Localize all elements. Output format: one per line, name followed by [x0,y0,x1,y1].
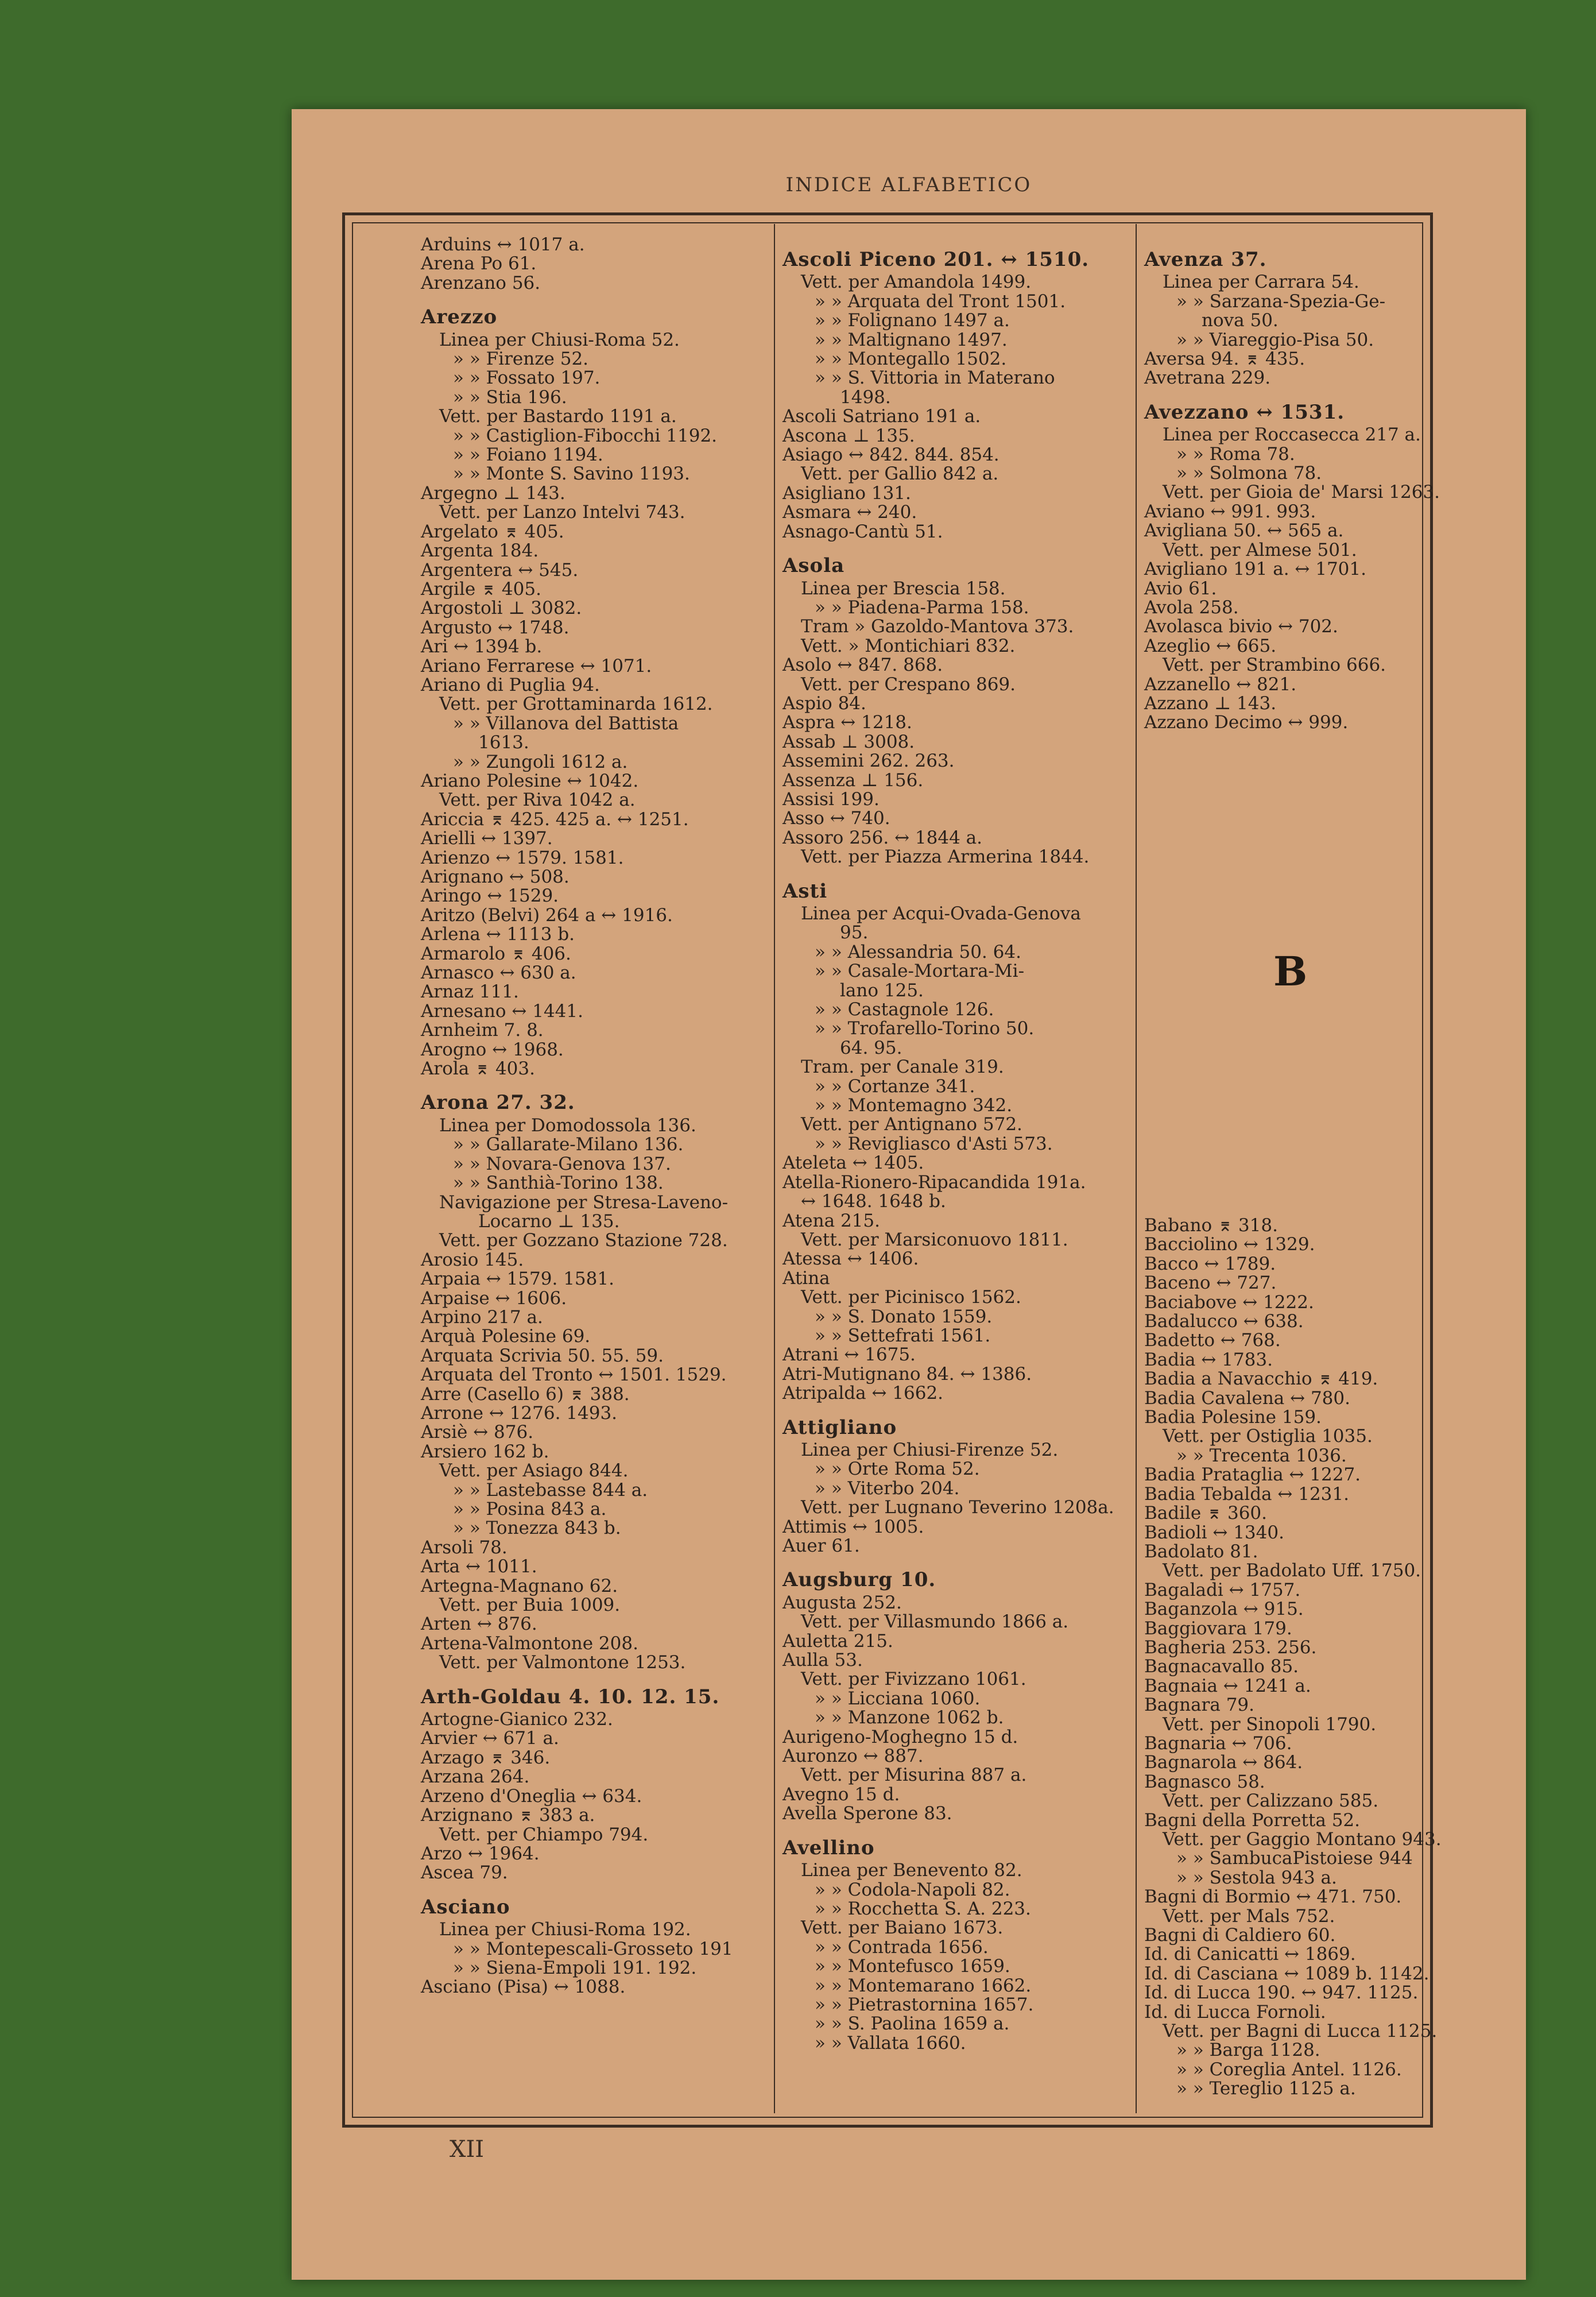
index-entry: » » Castiglion-Fibocchi 1192. [453,425,718,446]
index-entry: Argusto ↔ 1748. [421,617,570,638]
index-entry: Locarno ⊥ 135. [478,1211,620,1232]
index-entry: Linea per Chiusi-Roma 192. [439,1919,691,1940]
index-entry: 1498. [840,386,891,408]
index-entry: Azzanello ↔ 821. [1144,674,1297,695]
index-entry: » » Roma 78. [1176,443,1295,465]
index-entry: Vett. per Picinisco 1562. [801,1287,1021,1308]
index-entry: » » Tonezza 843 b. [453,1518,621,1539]
page-number: XII [450,2136,485,2163]
index-entry: Linea per Benevento 82. [801,1860,1022,1881]
index-entry: » » Revigliasco d'Asti 573. [815,1133,1053,1154]
index-entry: Ascona ⊥ 135. [782,425,915,446]
index-entry: Arielli ↔ 1397. [421,828,553,849]
index-entry: » » Montefusco 1659. [815,1956,1010,1977]
index-entry: » » Siena-Empoli 191. 192. [453,1957,697,1978]
index-entry: Argentera ↔ 545. [421,559,579,581]
index-entry: Badolato 81. [1144,1541,1258,1562]
index-entry: Auletta 215. [782,1630,893,1652]
index-entry: Vett. per Piazza Armerina 1844. [801,846,1090,868]
index-entry: » » Montegallo 1502. [815,349,1007,370]
index-entry: Assisi 199. [782,788,880,810]
index-entry: Vett. per Badolato Uff. 1750. [1163,1560,1421,1581]
index-entry: » » Stia 196. [453,386,567,408]
index-entry: Vett. per Grottaminarda 1612. [439,694,713,715]
index-entry: Badetto ↔ 768. [1144,1330,1281,1351]
index-entry: Argile ⌆ 405. [421,578,541,600]
index-entry: Id. di Lucca Fornoli. [1144,2001,1326,2023]
index-entry: » » Contrada 1656. [815,1936,989,1958]
index-entry: Azzano Decimo ↔ 999. [1144,712,1349,733]
index-entry: Aritzo (Belvi) 264 a ↔ 1916. [421,904,673,926]
index-entry: Atena 215. [782,1210,880,1231]
index-heading: Asola [782,554,845,578]
index-entry: » » Santhià-Torino 138. [453,1173,664,1194]
index-entry: » » Licciana 1060. [815,1688,981,1709]
index-entry: Argenta 184. [421,540,539,562]
index-entry: 1613. [478,732,529,753]
index-entry: Arola ⌆ 403. [421,1058,535,1080]
index-entry: Atrani ↔ 1675. [782,1344,916,1366]
index-entry: Assemini 262. 263. [782,751,955,772]
index-entry: Linea per Carrara 54. [1163,272,1359,293]
index-entry: Asolo ↔ 847. 868. [782,655,943,676]
index-entry: Arzo ↔ 1964. [421,1843,540,1864]
index-entry: Vett. per Lanzo Intelvi 743. [439,502,685,523]
index-entry: Bagheria 253. 256. [1144,1637,1317,1658]
index-entry: Id. di Lucca 190. ↔ 947. 1125. [1144,1982,1419,2004]
index-entry: Arzeno d'Oneglia ↔ 634. [421,1785,642,1807]
index-entry: Vett. per Chiampo 794. [439,1824,649,1845]
index-entry: Arsiè ↔ 876. [421,1422,534,1443]
index-entry: Arzana 264. [421,1766,530,1788]
index-entry: Aviano ↔ 991. 993. [1144,501,1316,522]
index-entry: » » Manzone 1062 b. [815,1707,1004,1728]
index-entry: » » Vallata 1660. [815,2032,966,2054]
index-entry: Arena Po 61. [421,253,537,274]
index-entry: Bagaladi ↔ 1757. [1144,1579,1301,1600]
index-entry: Asmara ↔ 240. [782,502,917,523]
index-entry: Linea per Chiusi-Firenze 52. [801,1439,1059,1460]
index-heading: Arona 27. 32. [421,1091,575,1115]
index-entry: » » Trofarello-Torino 50. [815,1018,1035,1039]
index-entry: » » Villanova del Battista [453,713,679,734]
index-entry: Arnasco ↔ 630 a. [421,962,576,984]
index-heading: Avellino [782,1836,875,1859]
index-entry: Avola 258. [1144,597,1239,618]
index-heading: Asciano [421,1895,510,1919]
index-entry: » » Alessandria 50. 64. [815,941,1021,962]
index-entry: Aulla 53. [782,1650,863,1671]
index-entry: » » S. Paolina 1659 a. [815,2013,1010,2035]
index-entry: » » Montemarano 1662. [815,1975,1032,1996]
index-entry: Assab ⊥ 3008. [782,731,915,752]
index-entry: » » S. Vittoria in Materano [815,368,1055,389]
index-entry: Vett. per Bagni di Lucca 1125. [1163,2021,1438,2042]
index-entry: Badia a Navacchio ⌆ 419. [1144,1368,1378,1390]
index-entry: Bagnasco 58. [1144,1771,1265,1792]
index-heading: Avenza 37. [1144,248,1267,271]
index-entry: Badia Cavalena ↔ 780. [1144,1387,1350,1409]
index-entry: » » Maltignano 1497. [815,329,1008,350]
index-entry: Vett. per Fivizzano 1061. [801,1669,1026,1690]
index-entry: Vett. per Gozzano Stazione 728. [439,1230,728,1251]
index-entry: Arosio 145. [421,1249,524,1270]
index-entry: Bagni di Bormio ↔ 471. 750. [1144,1886,1402,1908]
index-entry: Argegno ⊥ 143. [421,482,565,504]
index-entry: Ascea 79. [421,1862,508,1884]
index-entry: Ariccia ⌆ 425. 425 a. ↔ 1251. [421,809,689,830]
index-heading: Arth-Goldau 4. 10. 12. 15. [421,1685,720,1708]
index-list-a-entries [1144,250,1494,733]
index-entry: Vett. per Antignano 572. [801,1114,1022,1135]
index-entry: Babano ⌆ 318. [1144,1215,1278,1236]
index-entry: Vett. per Mals 752. [1163,1905,1335,1927]
index-entry: Bacco ↔ 1789. [1144,1253,1276,1274]
index-entry: » » Barga 1128. [1176,2040,1320,2061]
index-entry: Augusta 252. [782,1592,902,1613]
index-entry: Arignano ↔ 508. [421,867,570,887]
index-entry: Arnesano ↔ 1441. [421,1000,583,1022]
index-entry: Baceno ↔ 727. [1144,1273,1277,1294]
index-entry: Arzago ⌆ 346. [421,1747,551,1768]
index-entry: » » Solmona 78. [1176,463,1322,484]
index-entry: » » Zungoli 1612 a. [453,751,628,772]
index-entry: Avigliano 191 a. ↔ 1701. [1144,559,1366,580]
index-entry: Arrone ↔ 1276. 1493. [421,1402,618,1424]
index-entry: » » Pietrastornina 1657. [815,1994,1034,2015]
index-heading: Arezzo [421,306,498,329]
index-entry: Assoro 256. ↔ 1844 a. [782,827,982,848]
index-entry: Attimis ↔ 1005. [782,1516,924,1537]
index-entry: » » Montemagno 342. [815,1095,1013,1116]
index-entry: Atella-Rionero-Ripacandida 191a. [782,1171,1086,1193]
index-entry: Bagnarola ↔ 864. [1144,1752,1303,1773]
index-entry: » » Settefrati 1561. [815,1325,991,1346]
index-entry: Azzano ⊥ 143. [1144,693,1277,714]
index-entry: Badile ⌆ 360. [1144,1503,1267,1524]
index-entry: Avetrana 229. [1144,368,1271,389]
index-entry: Arpino 217 a. [421,1306,543,1328]
index-entry: Atina [782,1267,830,1289]
index-entry: Asnago-Cantù 51. [782,521,943,542]
index-entry: Linea per Acqui-Ovada-Genova [801,903,1081,924]
index-entry: Arquata Scrivia 50. 55. 59. [421,1345,664,1366]
index-entry: Vett. per Asiago 844. [439,1460,629,1482]
index-entry: Badia Polesine 159. [1144,1407,1322,1428]
index-entry: Vett. per Villasmundo 1866 a. [801,1611,1069,1633]
index-column-1 [421,235,771,1997]
index-entry: Navigazione per Stresa-Laveno- [439,1192,729,1213]
index-entry: Ari ↔ 1394 b. [421,636,543,658]
index-entry: Linea per Domodossola 136. [439,1115,696,1136]
index-entry: Armarolo ⌆ 406. [421,943,571,964]
index-entry: » » Coreglia Antel. 1126. [1176,2059,1402,2080]
index-entry: Arta ↔ 1011. [421,1556,537,1577]
index-entry: Badioli ↔ 1340. [1144,1522,1284,1543]
index-heading: Attigliano [782,1416,897,1439]
index-entry: Id. di Casciana ↔ 1089 b. 1142. [1144,1963,1430,1984]
index-entry: Arquata del Tronto ↔ 1501. 1529. [421,1364,727,1386]
index-heading: Ascoli Piceno 201. ↔ 1510. [782,248,1090,271]
index-entry: Vett. per Ostiglia 1035. [1163,1426,1373,1447]
index-entry: Vett. per Marsiconuovo 1811. [801,1229,1068,1250]
index-entry: 64. 95. [840,1037,902,1058]
index-entry: Baciabove ↔ 1222. [1144,1291,1314,1313]
index-entry: Ascoli Satriano 191 a. [782,406,981,427]
index-heading: Avezzano ↔ 1531. [1144,400,1345,424]
index-entry: Vett. » Montichiari 832. [801,635,1016,656]
index-entry: Aversa 94. ⌆ 435. [1144,349,1306,370]
index-entry: Vett. per Amandola 1499. [801,272,1032,293]
index-entry: Badia ↔ 1783. [1144,1349,1273,1370]
index-entry: Linea per Roccasecca 217 a. [1163,424,1421,446]
index-entry: Arlena ↔ 1113 b. [421,924,575,945]
index-entry: Atripalda ↔ 1662. [782,1383,944,1404]
index-entry: Vett. per Riva 1042 a. [439,790,636,811]
index-entry: Asigliano 131. [782,482,911,504]
index-entry: Bagni di Caldiero 60. [1144,1925,1336,1946]
index-entry: Argostoli ⊥ 3082. [421,598,582,619]
column-divider [774,224,775,2113]
index-entry: Arogno ↔ 1968. [421,1039,564,1060]
index-entry: Badalucco ↔ 638. [1144,1311,1304,1332]
index-entry: Arpaise ↔ 1606. [421,1287,567,1309]
index-entry: » » Codola-Napoli 82. [815,1879,1010,1900]
index-entry: Ariano di Puglia 94. [421,674,600,695]
index-entry: Assenza ⊥ 156. [782,769,924,791]
index-entry: Arsiero 162 b. [421,1441,549,1462]
index-entry: Asiago ↔ 842. 844. 854. [782,444,1000,466]
index-entry: 95. [840,922,869,943]
index-entry: Vett. per Bastardo 1191 a. [439,406,677,427]
index-entry: Tram. per Canale 319. [801,1057,1004,1078]
index-entry: Bagnaia ↔ 1241 a. [1144,1675,1311,1696]
index-entry: Arpaia ↔ 1579. 1581. [421,1269,614,1290]
index-entry: Ateleta ↔ 1405. [782,1153,924,1174]
index-entry: » » Posina 843 a. [453,1499,607,1519]
index-entry: » » Foiano 1194. [453,444,603,466]
index-entry: Asso ↔ 740. [782,808,890,829]
index-entry: » » Piadena-Parma 158. [815,597,1029,618]
index-entry: Linea per Brescia 158. [801,578,1006,599]
index-entry: Auer 61. [782,1536,860,1556]
index-entry: Aringo ↔ 1529. [421,885,559,907]
index-entry: Vett. per Valmontone 1253. [439,1652,686,1673]
index-entry: Bagnaria ↔ 706. [1144,1733,1292,1754]
index-entry: Arten ↔ 876. [421,1614,537,1635]
index-entry: Arenzano 56. [421,272,541,293]
book-page [292,109,1526,2280]
index-entry: » » Casale-Mortara-Mi- [815,961,1025,982]
index-entry: » » Firenze 52. [453,349,589,370]
index-entry: Avigliana 50. ↔ 565 a. [1144,520,1344,542]
index-column-2 [782,235,1138,2053]
index-entry: Vett. per Calizzano 585. [1163,1791,1379,1812]
index-entry: Arduins ↔ 1017 a. [421,234,585,255]
index-entry: Ariano Ferrarese ↔ 1071. [421,655,652,676]
index-entry: lano 125. [840,980,924,1001]
index-entry: Aspio 84. [782,693,866,714]
index-entry: Avio 61. [1144,578,1217,599]
index-entry: Atri-Mutignano 84. ↔ 1386. [782,1363,1032,1385]
index-entry: Arnheim 7. 8. [421,1020,544,1041]
index-column-3 [1144,235,1494,2099]
index-entry: Linea per Chiusi-Roma 52. [439,329,680,350]
index-entry: Vett. per Lugnano Teverino 1208a. [801,1497,1114,1518]
index-entry: Vett. per Gallio 842 a. [801,463,999,485]
index-entry: Artegna-Magnano 62. [421,1575,618,1596]
index-entry: Id. di Canicatti ↔ 1869. [1144,1944,1356,1965]
index-entry: Vett. per Gaggio Montano 943. [1163,1829,1442,1850]
index-entry: Tram » Gazoldo-Mantova 373. [801,616,1074,637]
index-entry: Atessa ↔ 1406. [782,1248,919,1270]
index-entry: Arnaz 111. [421,981,519,1003]
index-entry: Arienzo ↔ 1579. 1581. [421,847,624,868]
index-entry: Arvier ↔ 671 a. [421,1728,559,1749]
index-entry: » » Monte S. Savino 1193. [453,463,690,485]
index-heading: Augsburg 10. [782,1568,936,1592]
index-entry: » » Novara-Genova 137. [453,1153,671,1174]
index-entry: Avolasca bivio ↔ 702. [1144,616,1338,637]
page-header-title: INDICE ALFABETICO [785,173,1032,196]
index-entry: » » Sestola 943 a. [1176,1867,1337,1888]
index-list-b-entries [1144,1216,1494,2099]
index-entry: nova 50. [1202,310,1279,331]
index-entry: » » Sarzana-Spezia-Ge- [1176,291,1386,312]
index-entry: Vett. per Misurina 887 a. [801,1765,1027,1786]
index-entry: » » Orte Roma 52. [815,1459,980,1480]
index-entry: Aspra ↔ 1218. [782,712,912,733]
index-entry: Asciano (Pisa) ↔ 1088. [421,1977,626,1998]
index-entry: Vett. per Buia 1009. [439,1595,621,1616]
index-entry: Aurigeno-Moghegno 15 d. [782,1726,1018,1747]
index-entry: ↔ 1648. 1648 b. [801,1191,946,1212]
index-entry: Arre (Casello 6) ⌆ 388. [421,1383,630,1405]
index-entry: » » Viareggio-Pisa 50. [1176,329,1374,350]
index-entry: » » Cortanze 341. [815,1076,975,1097]
index-entry: Artena-Valmontone 208. [421,1633,638,1654]
index-entry: » » Folignano 1497 a. [815,310,1010,331]
index-entry: Badia Prataglia ↔ 1227. [1144,1464,1361,1486]
index-entry: » » SambucaPistoiese 944 [1176,1848,1413,1869]
index-entry: Ariano Polesine ↔ 1042. [421,770,639,791]
index-entry: Vett. per Almese 501. [1163,539,1357,560]
index-entry: » » S. Donato 1559. [815,1306,993,1327]
index-entry: Vett. per Crespano 869. [801,674,1016,695]
index-entry: Bacciolino ↔ 1329. [1144,1234,1315,1255]
index-entry: Avella Sperone 83. [782,1803,952,1824]
index-entry: » » Gallarate-Milano 136. [453,1134,684,1155]
index-entry: Vett. per Strambino 666. [1163,655,1386,676]
index-entry: » » Lastebasse 844 a. [453,1479,648,1501]
index-entry: Bagnara 79. [1144,1695,1255,1716]
index-entry: Argelato ⌆ 405. [421,521,564,542]
index-entry: Badia Tebalda ↔ 1231. [1144,1483,1349,1505]
index-entry: Bagni della Porretta 52. [1144,1809,1360,1831]
index-entry: » » Viterbo 204. [815,1478,960,1499]
index-entry: Baganzola ↔ 915. [1144,1599,1304,1620]
index-entry: » » Montepescali-Grosseto 191 [453,1938,733,1959]
index-entry: » » Trecenta 1036. [1176,1445,1347,1466]
index-entry: Arquà Polesine 69. [421,1326,591,1347]
index-entry: » » Castagnole 126. [815,999,994,1020]
index-entry: » » Arquata del Tront 1501. [815,291,1066,312]
index-entry: Vett. per Baiano 1673. [801,1917,1004,1939]
index-entry: » » Tereglio 1125 a. [1176,2078,1356,2099]
index-entry: Vett. per Sinopoli 1790. [1163,1714,1377,1735]
index-entry: Azeglio ↔ 665. [1144,635,1277,656]
section-letter: B [1273,948,1308,995]
index-heading: Asti [782,879,828,903]
index-entry: Vett. per Gioia de' Marsi 1263. [1163,482,1440,503]
index-entry: Avegno 15 d. [782,1784,900,1805]
index-entry: » » Rocchetta S. A. 223. [815,1898,1031,1919]
index-entry: Artogne-Gianico 232. [421,1709,613,1730]
index-entry: Auronzo ↔ 887. [782,1746,924,1767]
index-entry: Arsoli 78. [421,1537,508,1558]
index-entry: Baggiovara 179. [1144,1618,1292,1639]
index-entry: » » Fossato 197. [453,368,601,389]
index-entry: Bagnacavallo 85. [1144,1656,1299,1677]
index-entry: Arzignano ⌆ 383 a. [421,1805,595,1826]
